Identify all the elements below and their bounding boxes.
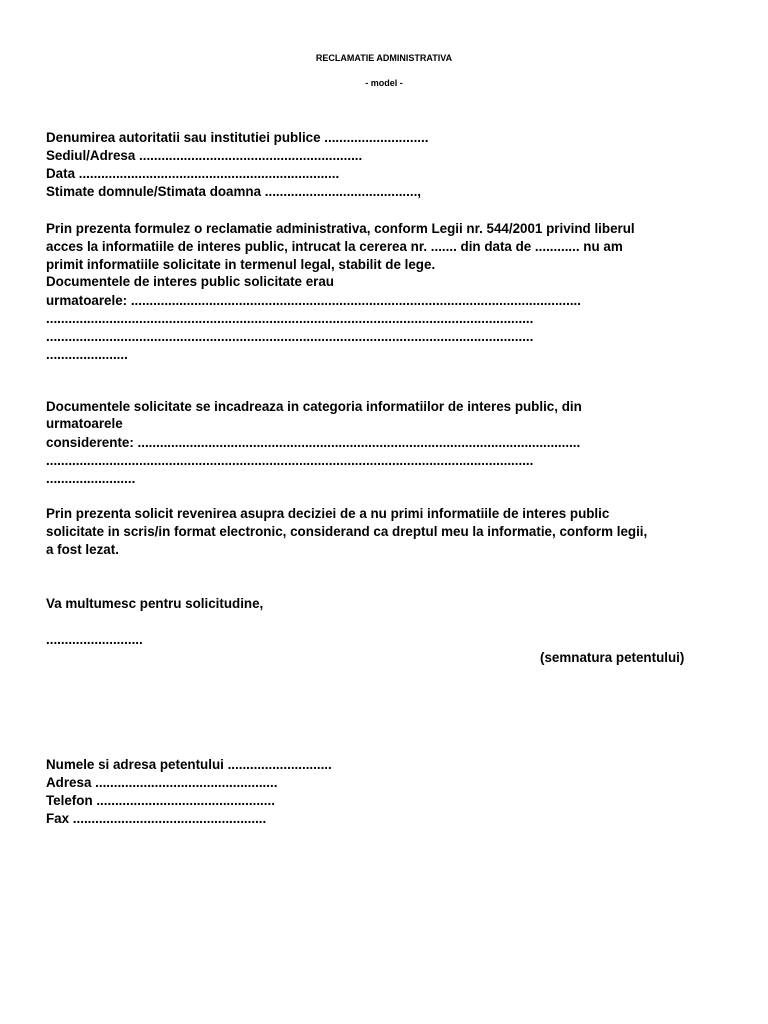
closing-text: Va multumesc pentru solicitudine, xyxy=(46,596,264,611)
paragraph1-line: urmatoarele: ......................................................................................................................... xyxy=(46,293,581,308)
petitioner-phone-line: Telefon ................................................ xyxy=(46,793,275,808)
paragraph1-line: Documentele de interes public solicitate erau xyxy=(46,274,334,289)
petitioner-fax-line: Fax .................................................... xyxy=(46,811,267,826)
signature-dots: .......................... xyxy=(46,632,143,647)
petitioner-address-line: Adresa ................................................. xyxy=(46,775,278,790)
paragraph1-line: ................................................................................................................................... xyxy=(46,311,534,326)
authority-name-line: Denumirea autoritatii sau institutiei publice ............................ xyxy=(46,130,429,145)
paragraph2-line: ........................ xyxy=(46,471,136,486)
signature-label: (semnatura petentului) xyxy=(540,650,685,665)
paragraph1-line: ...................... xyxy=(46,347,128,362)
paragraph2-line: Documentele solicitate se incadreaza in categoria informatiilor de interes public, din xyxy=(46,399,582,414)
paragraph1-line: ................................................................................................................................... xyxy=(46,329,534,344)
address-line: Sediul/Adresa ............................................................ xyxy=(46,148,363,163)
salutation-line: Stimate domnule/Stimata doamna ........................................., xyxy=(46,184,422,199)
paragraph3-line: solicitate in scris/in format electronic, considerand ca dreptul meu la informatie, conform legii, xyxy=(46,524,648,539)
paragraph2-line: considerente: ....................................................................................................................... xyxy=(46,435,581,450)
paragraph2-line: urmatoarele xyxy=(46,416,123,431)
paragraph3-line: Prin prezenta solicit revenirea asupra deciziei de a nu primi informatiile de interes public xyxy=(46,506,610,521)
document-title: RECLAMATIE ADMINISTRATIVA xyxy=(315,53,453,63)
paragraph1-line: primit informatiile solicitate in termenul legal, stabilit de lege. xyxy=(46,257,436,272)
paragraph3-line: a fost lezat. xyxy=(46,542,119,557)
date-line: Data ...................................................................... xyxy=(46,166,340,181)
paragraph2-line: ................................................................................................................................... xyxy=(46,453,534,468)
petitioner-name-line: Numele si adresa petentului ............................ xyxy=(46,757,332,772)
paragraph1-line: acces la informatiile de interes public, intrucat la cererea nr. ....... din data de ............ nu am xyxy=(46,239,623,254)
document-subtitle: - model - xyxy=(365,78,403,88)
paragraph1-line: Prin prezenta formulez o reclamatie administrativa, conform Legii nr. 544/2001 privind liberul xyxy=(46,221,635,236)
